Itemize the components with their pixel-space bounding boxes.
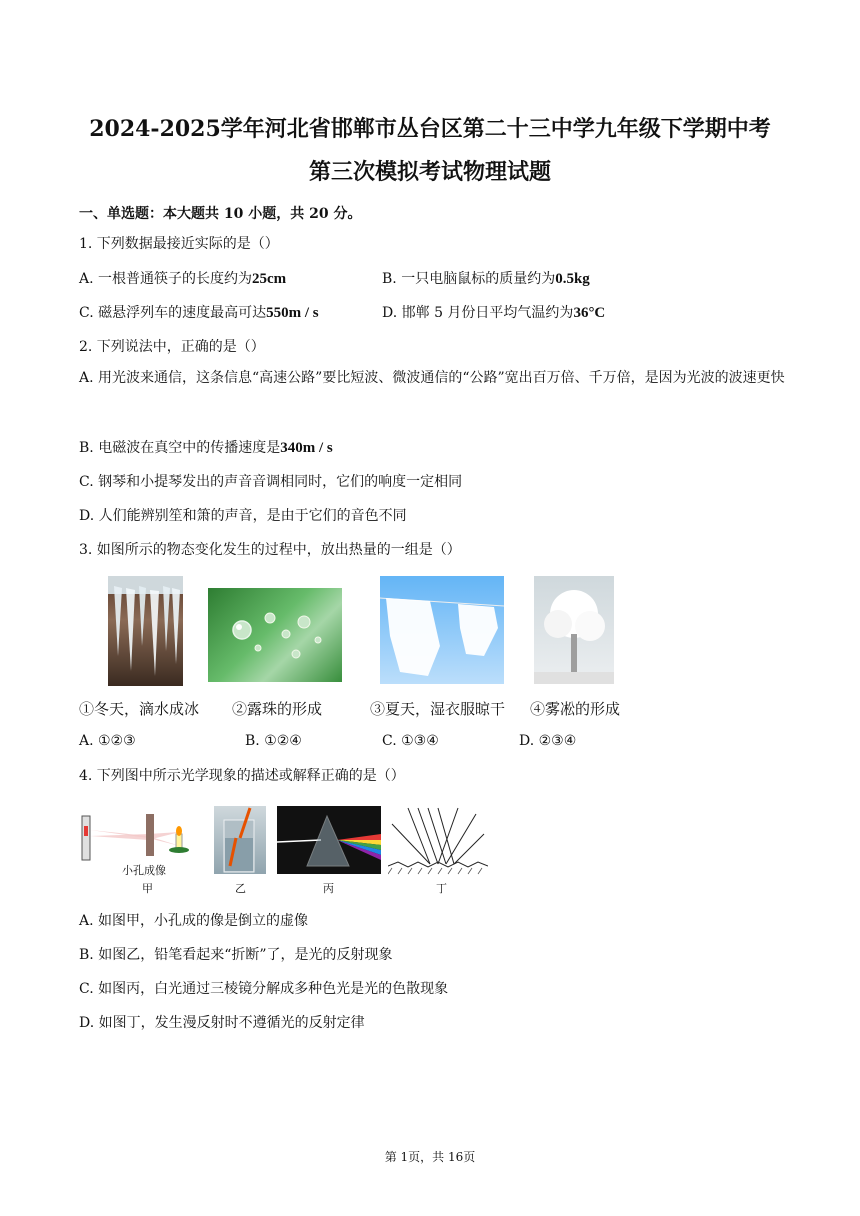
- q4-option-b: B. 如图乙，铅笔看起来“折断”了，是光的反射现象: [79, 947, 393, 963]
- q2-option-b-value: 340m / s: [280, 440, 333, 456]
- q1-option-a-value: 25cm: [252, 271, 287, 287]
- q3-caption-2: ②露珠的形成: [232, 700, 323, 718]
- q1-option-b-value: 0.5kg: [555, 271, 590, 287]
- q1-option-b-text: B. 一只电脑鼠标的质量约为: [382, 271, 556, 287]
- q1-option-d: [382, 303, 605, 323]
- exam-title-line2: 第三次模拟考试物理试题: [308, 159, 551, 185]
- fig-label-yi: 乙: [235, 882, 246, 895]
- q3-stem: 3. 如图所示的物态变化发生的过程中，放出热量的一组是（）: [79, 542, 461, 558]
- q4-option-a: A. 如图甲，小孔成的像是倒立的虚像: [79, 913, 309, 929]
- q2-stem: 2. 下列说法中，正确的是（）: [79, 339, 265, 355]
- laundry-photo: [380, 576, 504, 684]
- q2-option-c: C. 钢琴和小提琴发出的声音音调相同时，它们的响度一定相同: [79, 474, 463, 490]
- q3-caption-3: ③夏天，湿衣服晾干: [370, 700, 506, 718]
- fig-label-bing: 丙: [323, 882, 334, 895]
- q3-option-a: A. ①②③: [79, 733, 136, 749]
- q1-option-a: [79, 269, 286, 289]
- q3-option-c: C. ①③④: [382, 733, 439, 749]
- q2-option-b: [79, 438, 333, 458]
- rime-photo: [534, 576, 614, 684]
- q3-caption-1: ①冬天，滴水成冰: [79, 700, 200, 718]
- q4-option-d: D. 如图丁，发生漫反射时不遵循光的反射定律: [79, 1015, 365, 1031]
- q3-option-d: D. ②③④: [519, 733, 577, 749]
- q2-option-a: A. 用光波来通信，这条信息“高速公路”要比短波、微波通信的“公路”宽出百万倍、千万倍，是因为光波的波速更快: [79, 370, 785, 386]
- icicles-photo: [108, 576, 183, 686]
- q1-option-b: [382, 269, 590, 289]
- fig-label-jia: 甲: [142, 882, 153, 895]
- q1-option-a-text: A. 一根普通筷子的长度约为: [79, 271, 253, 287]
- pinhole-label: 小孔成像: [122, 864, 166, 877]
- q1-option-c: [79, 303, 319, 323]
- dew-photo: [208, 588, 342, 682]
- diffuse-reflection-figure: [388, 804, 488, 876]
- q1-option-d-value: 36°C: [573, 305, 606, 321]
- q2-option-b-text: B. 电磁波在真空中的传播速度是: [79, 440, 281, 456]
- prism-figure: [277, 806, 381, 874]
- q4-stem: 4. 下列图中所示光学现象的描述或解释正确的是（）: [79, 768, 405, 784]
- q2-option-d: D. 人们能辨别笙和箫的声音，是由于它们的音色不同: [79, 508, 407, 524]
- section-heading: 一、单选题：本大题共 10 小题，共 20 分。: [79, 206, 362, 222]
- fig-label-ding: 丁: [436, 882, 447, 895]
- pencil-water-figure: [214, 806, 266, 874]
- exam-title-line1: 2024-2025学年河北省邯郸市丛台区第二十三中学九年级下学期中考: [89, 116, 771, 142]
- q3-option-b: B. ①②④: [245, 733, 302, 749]
- page-footer: 第 1页，共 16页: [384, 1150, 476, 1164]
- q4-option-c: C. 如图丙，白光通过三棱镜分解成多种色光是光的色散现象: [79, 981, 449, 997]
- q1-stem: 1. 下列数据最接近实际的是（）: [79, 236, 279, 252]
- q3-caption-4: ④雾凇的形成: [530, 700, 621, 718]
- q1-option-c-text: C. 磁悬浮列车的速度最高可达: [79, 305, 267, 321]
- q1-option-d-text: D. 邯郸 5 月份日平均气温约为: [382, 305, 574, 321]
- q1-option-c-value: 550m / s: [266, 305, 319, 321]
